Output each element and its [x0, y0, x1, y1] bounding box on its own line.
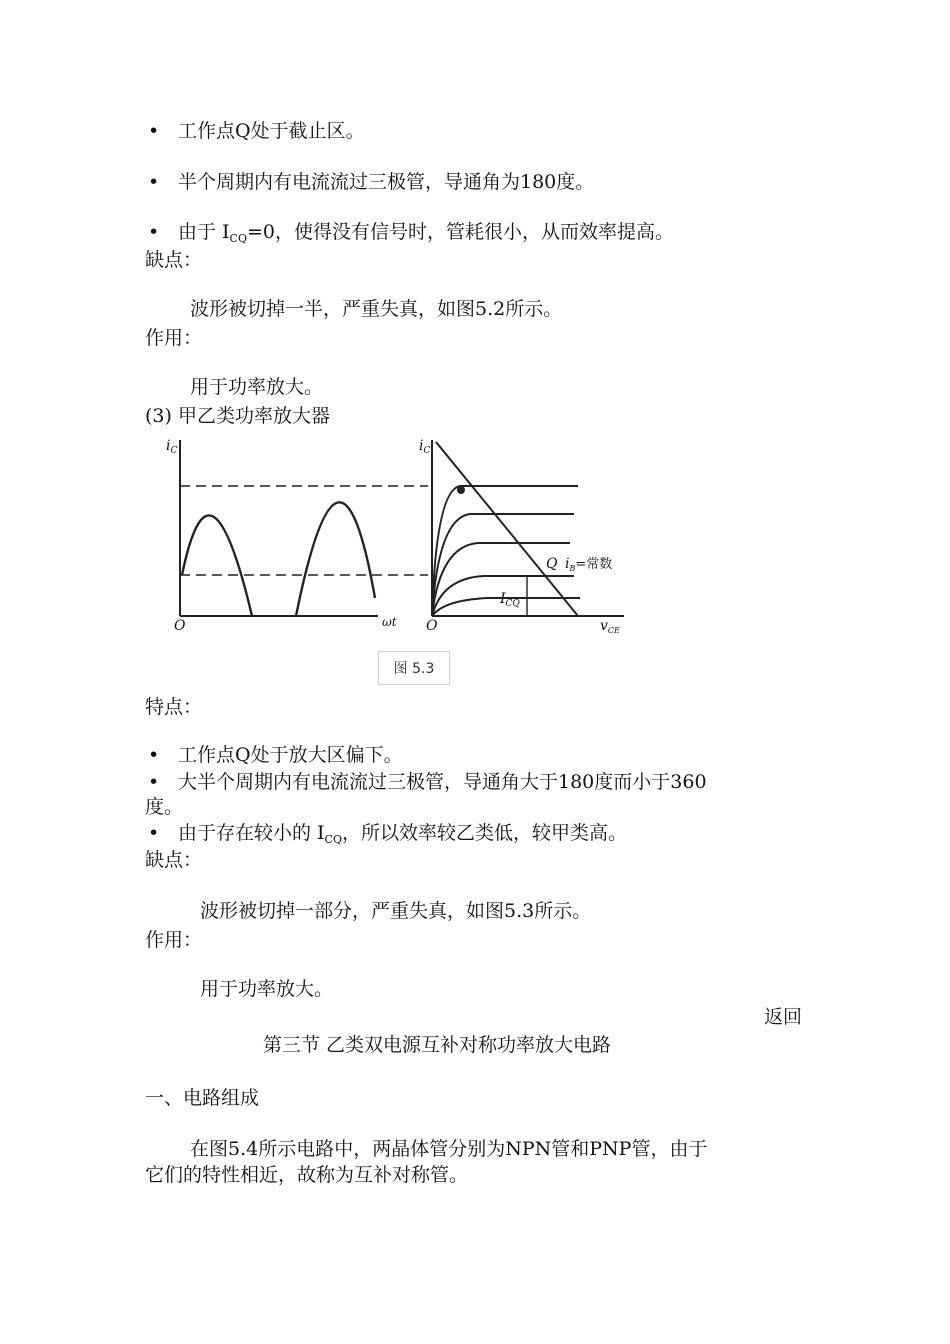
defect-text: 波形被切掉一部分，严重失真，如图5.3所示。 — [200, 900, 592, 922]
bullet-dot: • — [148, 120, 160, 142]
defect-heading: 缺点： — [145, 849, 203, 871]
bullet-dot: • — [148, 744, 160, 766]
ib-label: $i_B=$常数 — [565, 556, 613, 573]
load-line — [436, 442, 578, 616]
icq-label: $I_{CQ}$ — [500, 591, 520, 609]
section-heading: (3) 甲乙类功率放大器 — [145, 405, 330, 427]
bullet-text: 半个周期内有电流流过三极管，导通角为180度。 — [178, 171, 595, 193]
subsection-heading: 一、电路组成 — [145, 1087, 260, 1109]
waveform-hump-1 — [182, 515, 252, 616]
bullet-dot: • — [148, 771, 160, 793]
use-text: 用于功率放大。 — [200, 978, 334, 1000]
waveform-hump-2 — [296, 502, 375, 616]
paragraph-line: 它们的特性相近，故称为互补对称管。 — [145, 1164, 469, 1186]
section-title: 第三节 乙类双电源互补对称功率放大电路 — [263, 1034, 612, 1056]
feature-heading: 特点： — [145, 696, 203, 718]
bullet-text: 由于存在较小的 $I_{CQ}$，所以效率较乙类低，较甲类高。 — [178, 822, 627, 846]
q-label: Q — [546, 556, 558, 572]
bullet-text: 大半个周期内有电流流过三极管，导通角大于180度而小于360 — [178, 771, 707, 793]
bullet-dot: • — [148, 822, 160, 844]
right-origin: O — [426, 618, 438, 634]
bullet-text: 工作点Q处于截止区。 — [178, 120, 365, 142]
back-link[interactable]: 返回 — [764, 1006, 803, 1028]
defect-text: 波形被切掉一半，严重失真，如图5.2所示。 — [190, 298, 563, 320]
right-xlabel: $v_{CE}$ — [600, 618, 620, 635]
left-ylabel: $i_C$ — [166, 438, 178, 456]
paragraph-line: 在图5.4所示电路中，两晶体管分别为NPN管和PNP管，由于 — [190, 1138, 708, 1160]
bullet-text: 由于 $I_{CQ}=0$，使得没有信号时，管耗很小，从而效率提高。 — [178, 221, 674, 245]
use-heading: 作用： — [145, 929, 203, 951]
figure-caption: 图 5.3 — [378, 651, 450, 685]
left-origin: O — [174, 618, 186, 634]
bullet-text: 工作点Q处于放大区偏下。 — [178, 744, 403, 766]
right-ylabel: $i_C$ — [419, 438, 431, 456]
use-text: 用于功率放大。 — [190, 376, 324, 398]
use-heading: 作用： — [145, 327, 203, 349]
bullet-dot: • — [148, 221, 160, 243]
q-point — [457, 486, 465, 494]
left-xlabel: ωt — [382, 615, 397, 629]
defect-heading: 缺点： — [145, 249, 203, 271]
bullet-text-cont: 度。 — [145, 796, 184, 818]
bullet-dot: • — [148, 171, 160, 193]
figure-5-3 — [160, 428, 640, 638]
